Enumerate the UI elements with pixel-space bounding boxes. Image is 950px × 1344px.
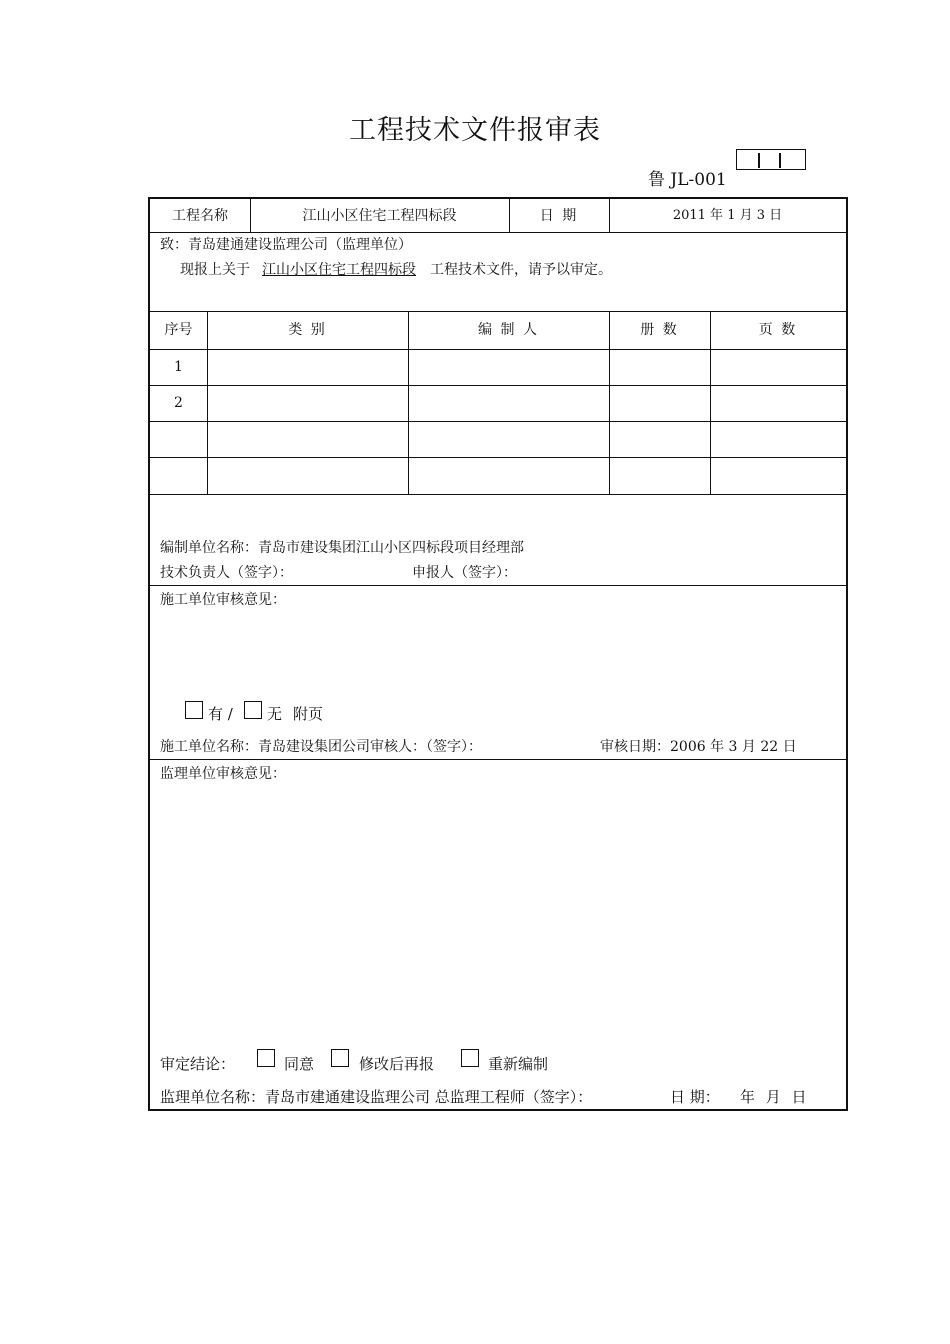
project-name-label: 工程名称 bbox=[172, 208, 228, 224]
form-number-box bbox=[736, 149, 806, 170]
submission-prefix: 现报上关于 bbox=[180, 262, 250, 278]
table-row-2-index: 2 bbox=[174, 395, 183, 411]
recompile-label: 重新编制 bbox=[488, 1055, 549, 1073]
construction-review-date: 审核日期：2006 年 3 月 22 日 bbox=[600, 739, 797, 755]
addressee-line: 致：青岛建通建设监理公司（监理单位） bbox=[160, 237, 412, 253]
no-attachment-checkbox[interactable] bbox=[244, 701, 262, 719]
submission-suffix: 工程技术文件，请予以审定。 bbox=[430, 262, 612, 278]
construction-unit-line: 施工单位名称：青岛建设集团公司审核人：（签字）： bbox=[160, 739, 482, 755]
submission-line bbox=[180, 261, 612, 279]
table-row-1-index: 1 bbox=[174, 359, 183, 375]
submission-project: 江山小区住宅工程四标段 bbox=[262, 262, 416, 278]
no-attachment-label: 无 bbox=[267, 705, 283, 723]
attachment-pages-label: 附页 bbox=[293, 705, 324, 723]
col-header-pages: 页 数 bbox=[758, 322, 798, 338]
date-label: 日 期 bbox=[539, 208, 579, 224]
construction-opinion-label: 施工单位审核意见： bbox=[160, 592, 286, 608]
has-attachment-label: 有 / bbox=[208, 705, 233, 723]
revise-resubmit-checkbox[interactable] bbox=[331, 1049, 349, 1067]
form-table bbox=[148, 197, 848, 1111]
supervision-unit-line: 监理单位名称：青岛市建通建设监理公司 总监理工程师（签字）： bbox=[160, 1088, 593, 1106]
page-title: 工程技术文件报审表 bbox=[349, 115, 601, 146]
form-code: 鲁 JL-001 bbox=[648, 170, 727, 190]
revise-resubmit-label: 修改后再报 bbox=[359, 1055, 435, 1073]
project-name-value: 江山小区住宅工程四标段 bbox=[302, 208, 457, 224]
col-header-index: 序号 bbox=[164, 322, 193, 338]
conclusion-label: 审定结论： bbox=[160, 1055, 236, 1073]
agree-checkbox[interactable] bbox=[257, 1049, 275, 1067]
supervision-date-blank: 年 月 日 bbox=[740, 1088, 807, 1106]
col-header-volumes: 册 数 bbox=[640, 322, 679, 338]
col-header-author: 编 制 人 bbox=[478, 322, 539, 338]
applicant-signature: 申报人（签字）： bbox=[412, 565, 517, 581]
compiler-unit: 编制单位名称：青岛市建设集团江山小区四标段项目经理部 bbox=[160, 540, 524, 556]
recompile-checkbox[interactable] bbox=[461, 1049, 479, 1067]
has-attachment-checkbox[interactable] bbox=[185, 701, 203, 719]
supervision-opinion-label: 监理单位审核意见： bbox=[160, 766, 286, 782]
agree-label: 同意 bbox=[284, 1055, 315, 1073]
date-value: 2011 年 1 月 3 日 bbox=[672, 208, 783, 223]
supervision-date-label: 日 期： bbox=[670, 1088, 720, 1106]
tech-lead-signature: 技术负责人（签字）： bbox=[160, 565, 293, 581]
col-header-category: 类 别 bbox=[288, 322, 327, 338]
